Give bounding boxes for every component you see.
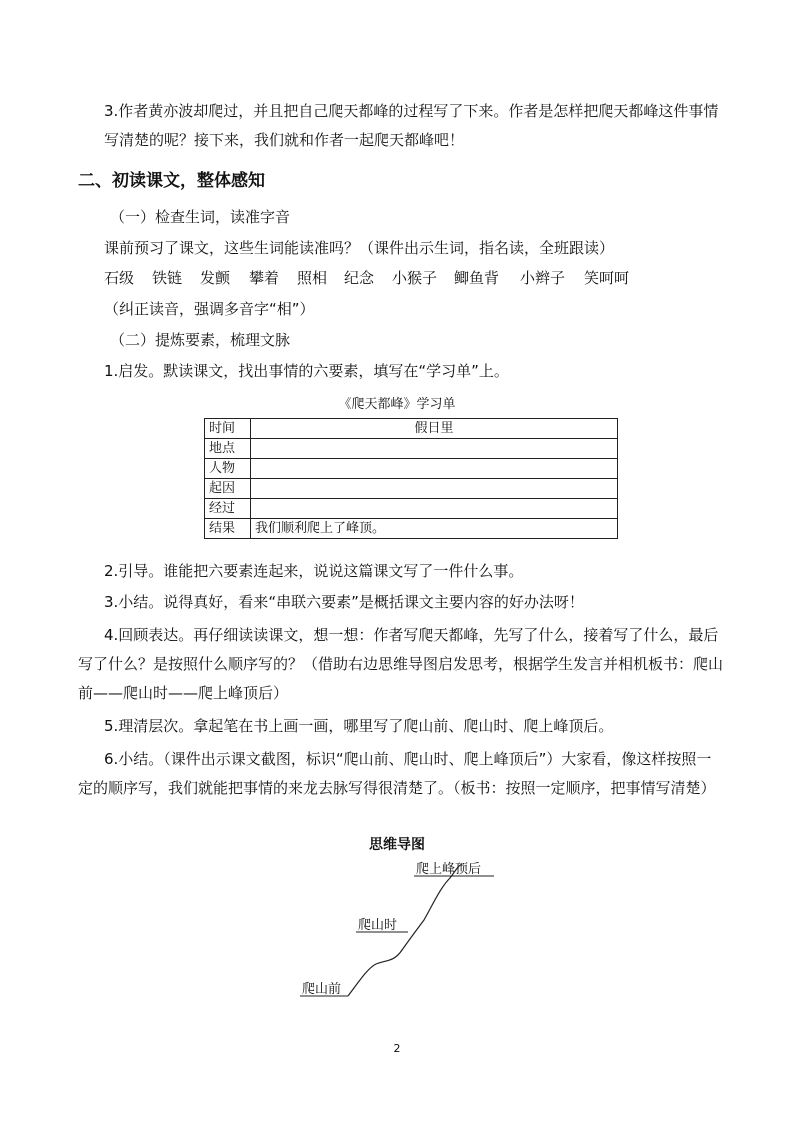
mindmap-label-after: 爬上峰顶后 [416, 862, 482, 877]
mindmap-label-before: 爬山前 [302, 982, 342, 997]
step-5: 5.理清层次。拿起笔在书上画一画，哪里写了爬山前、爬山时、爬上峰顶后。 [104, 717, 614, 735]
table-value-cell: 假日里 [251, 419, 618, 439]
vocab-word: 铁链 [152, 269, 183, 287]
table-row [205, 479, 618, 499]
vocab-word: 小猴子 [392, 269, 438, 287]
table-row [205, 459, 618, 479]
step-2: 2.引导。谁能把六要素连起来，说说这篇课文写了一件什么事。 [104, 562, 524, 580]
study-sheet-table [204, 418, 618, 539]
preview-instruction: 课前预习了课文，这些生词能读准吗？（课件出示生词，指名读，全班跟读） [104, 239, 615, 257]
table-value-cell [251, 459, 618, 479]
table-key-cell: 起因 [205, 479, 251, 499]
table-row [205, 439, 618, 459]
step-4: 4.回顾表达。再仔细读读课文，想一想：作者写爬天都峰，先写了什么，接着写了什么，最后写了什么？是按照什么顺序写的？（借助右边思维导图启发思考，根据学生发言并相机板书：爬山前——爬山时——爬上峰顶后） [78, 626, 724, 702]
step-6: 6.小结。（课件出示课文截图，标识“爬山前、爬山时、爬上峰顶后”）大家看，像这样按照一定的顺序写，我们就能把事情的来龙去脉写得很清楚了。（板书：按照一定顺序，把事情写清楚） [78, 750, 716, 797]
table-key-cell: 人物 [205, 459, 251, 479]
vocab-word: 攀着 [249, 269, 280, 287]
table-value-cell: 我们顺利爬上了峰顶。 [251, 519, 618, 539]
vocab-word: 小辫子 [520, 269, 566, 287]
table-row [205, 419, 618, 439]
subheading-elements: （二）提炼要素，梳理文脉 [110, 331, 291, 349]
vocab-word: 石级 [104, 269, 135, 287]
study-sheet-title: 《爬天都峰》学习单 [338, 397, 456, 412]
table-value-cell [251, 479, 618, 499]
vocab-word: 笑呵呵 [584, 269, 630, 287]
table-row [205, 519, 618, 539]
vocab-word: 纪念 [344, 269, 375, 287]
table-key-cell: 经过 [205, 499, 251, 519]
vocab-word: 发颤 [200, 269, 231, 287]
table-row [205, 499, 618, 519]
pronunciation-note: （纠正读音，强调多音字“相”） [104, 300, 315, 318]
table-key-cell: 地点 [205, 439, 251, 459]
vocab-word: 鲫鱼背 [454, 269, 500, 287]
table-value-cell [251, 439, 618, 459]
mindmap-title: 思维导图 [369, 837, 425, 853]
table-key-cell: 时间 [205, 419, 251, 439]
section-heading-2: 二、初读课文，整体感知 [78, 171, 265, 191]
step-1: 1.启发。默读课文，找出事情的六要素，填写在“学习单”上。 [104, 362, 509, 380]
paragraph-3: 3.作者黄亦波却爬过，并且把自己爬天都峰的过程写了下来。作者是怎样把爬天都峰这件事情写清楚的呢？接下来，我们就和作者一起爬天都峰吧！ [104, 102, 719, 149]
table-value-cell [251, 499, 618, 519]
subheading-check-words: （一）检查生词，读准字音 [110, 208, 291, 226]
mindmap-label-during: 爬山时 [358, 918, 398, 933]
step-3: 3.小结。说得真好，看来“串联六要素”是概括课文主要内容的好办法呀！ [104, 593, 584, 611]
page-number: 2 [393, 1042, 401, 1055]
vocab-word: 照相 [297, 269, 328, 287]
table-key-cell: 结果 [205, 519, 251, 539]
